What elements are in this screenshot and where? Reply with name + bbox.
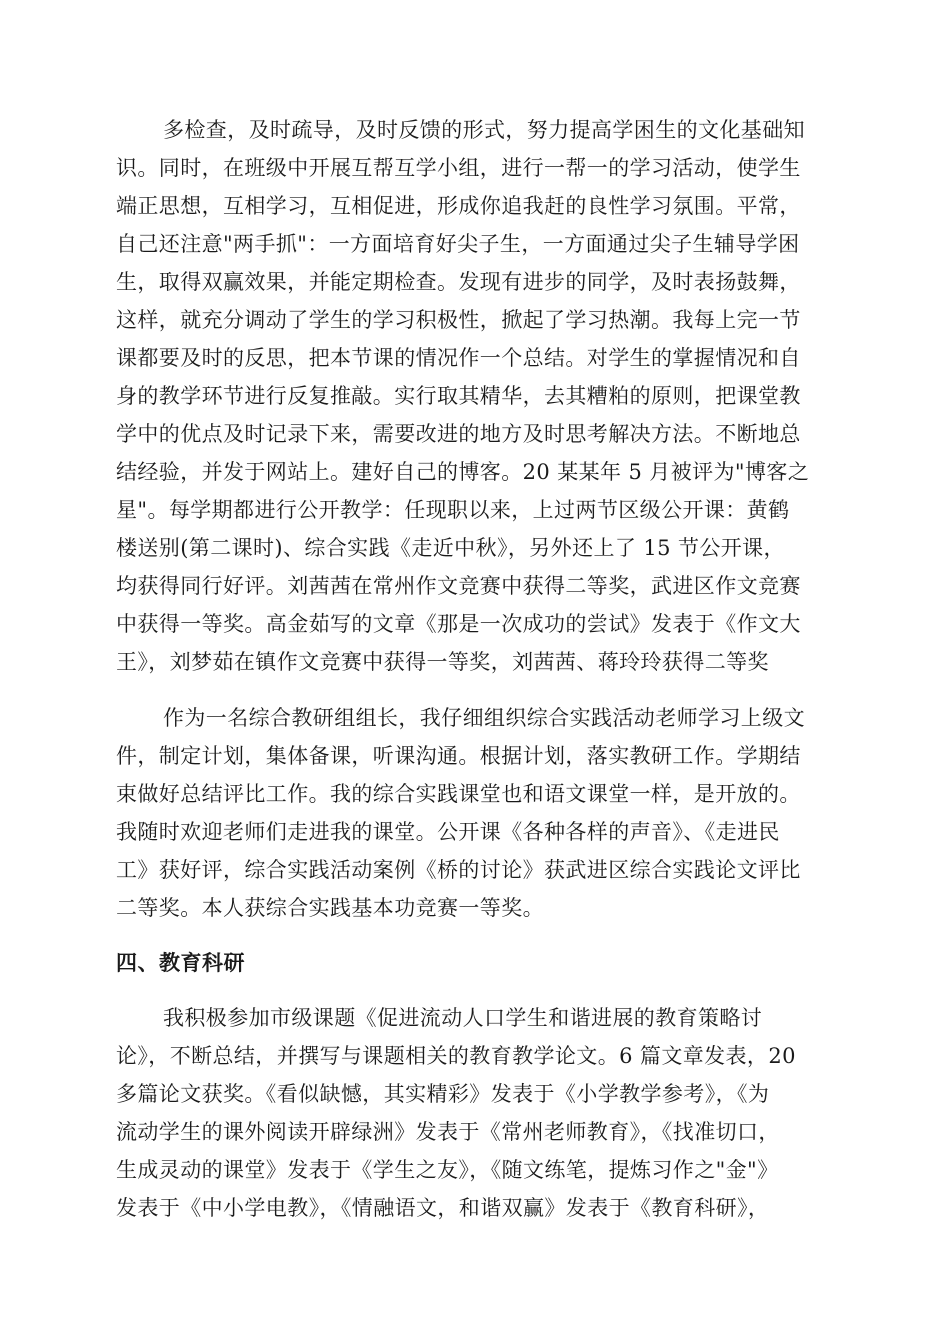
- paragraph-1-line-9: 学中的优点及时记录下来，需要改进的地方及时思考解决方法。不断地总: [116, 422, 801, 446]
- paragraph-1-line-5: 生，取得双赢效果，并能定期检查。发现有进步的同学，及时表扬鼓舞，: [116, 270, 801, 294]
- paragraph-1-line-4: 自己还注意"两手抓"：一方面培育好尖子生，一方面通过尖子生辅导学困: [116, 232, 800, 256]
- paragraph-1-line-14: 中获得一等奖。高金茹写的文章《那是一次成功的尝试》发表于《作文大: [116, 612, 801, 636]
- paragraph-1-line-15: 王》，刘梦茹在镇作文竞赛中获得一等奖，刘茜茜、蒋玲玲获得二等奖: [116, 650, 769, 674]
- paragraph-2-line-2: 件，制定计划，集体备课，听课沟通。根据计划，落实教研工作。学期结: [116, 744, 801, 768]
- paragraph-1-line-3: 端正思想，互相学习，互相促进，形成你追我赶的良性学习氛围。平常，: [116, 194, 801, 218]
- paragraph-1-line-13: 均获得同行好评。刘茜茜在常州作文竞赛中获得二等奖，武进区作文竞赛: [116, 574, 801, 598]
- paragraph-1-line-2: 识。同时，在班级中开展互帮互学小组，进行一帮一的学习活动，使学生: [116, 156, 801, 180]
- paragraph-2-line-3: 束做好总结评比工作。我的综合实践课堂也和语文课堂一样，是开放的。: [116, 782, 801, 806]
- paragraph-1-line-11: 星"。每学期都进行公开教学：任现职以来，上过两节区级公开课：黄鹤: [116, 498, 790, 522]
- paragraph-3-line-3: 多篇论文获奖。《看似缺憾，其实精彩》发表于《小学教学参考》，《为: [116, 1082, 770, 1106]
- section-heading: 四、教育科研: [116, 951, 245, 975]
- paragraph-3-line-5: 生成灵动的课堂》发表于《学生之友》，《随文练笔，提炼习作之"金"》: [116, 1158, 779, 1182]
- paragraph-1-line-6: 这样，就充分调动了学生的学习积极性，掀起了学习热潮。我每上完一节: [116, 308, 801, 332]
- paragraph-2-line-5: 工》获好评，综合实践活动案例《桥的讨论》获武进区综合实践论文评比: [116, 858, 801, 882]
- paragraph-1-line-12: 楼送别(第二课时)、综合实践《走近中秋》，另外还上了 15 节公开课，: [116, 536, 785, 560]
- paragraph-2-line-6: 二等奖。本人获综合实践基本功竞赛一等奖。: [116, 896, 544, 920]
- paragraph-2-line-4: 我随时欢迎老师们走进我的课堂。公开课《各种各样的声音》、《走进民: [116, 820, 780, 844]
- paragraph-1-line-10: 结经验，并发于网站上。建好自己的博客。20 某某年 5 月被评为"博客之: [116, 460, 810, 484]
- paragraph-3-line-2: 论》，不断总结，并撰写与课题相关的教育教学论文。6 篇文章发表，20: [116, 1044, 796, 1068]
- paragraph-1-line-7: 课都要及时的反思，把本节课的情况作一个总结。对学生的掌握情况和自: [116, 346, 801, 370]
- paragraph-3-line-4: 流动学生的课外阅读开辟绿洲》发表于《常州老师教育》，《找准切口，: [116, 1120, 780, 1144]
- paragraph-3-line-6: 发表于《中小学电教》，《情融语文，和谐双赢》发表于《教育科研》，: [116, 1196, 770, 1220]
- paragraph-3-line-1: 我积极参加市级课题《促进流动人口学生和谐进展的教育策略讨: [163, 1006, 763, 1030]
- paragraph-1-line-1: 多检查，及时疏导，及时反馈的形式，努力提高学困生的文化基础知: [163, 118, 805, 142]
- paragraph-2-line-1: 作为一名综合教研组组长，我仔细组织综合实践活动老师学习上级文: [163, 706, 805, 730]
- paragraph-1-line-8: 身的教学环节进行反复推敲。实行取其精华，去其糟粕的原则，把课堂教: [116, 384, 801, 408]
